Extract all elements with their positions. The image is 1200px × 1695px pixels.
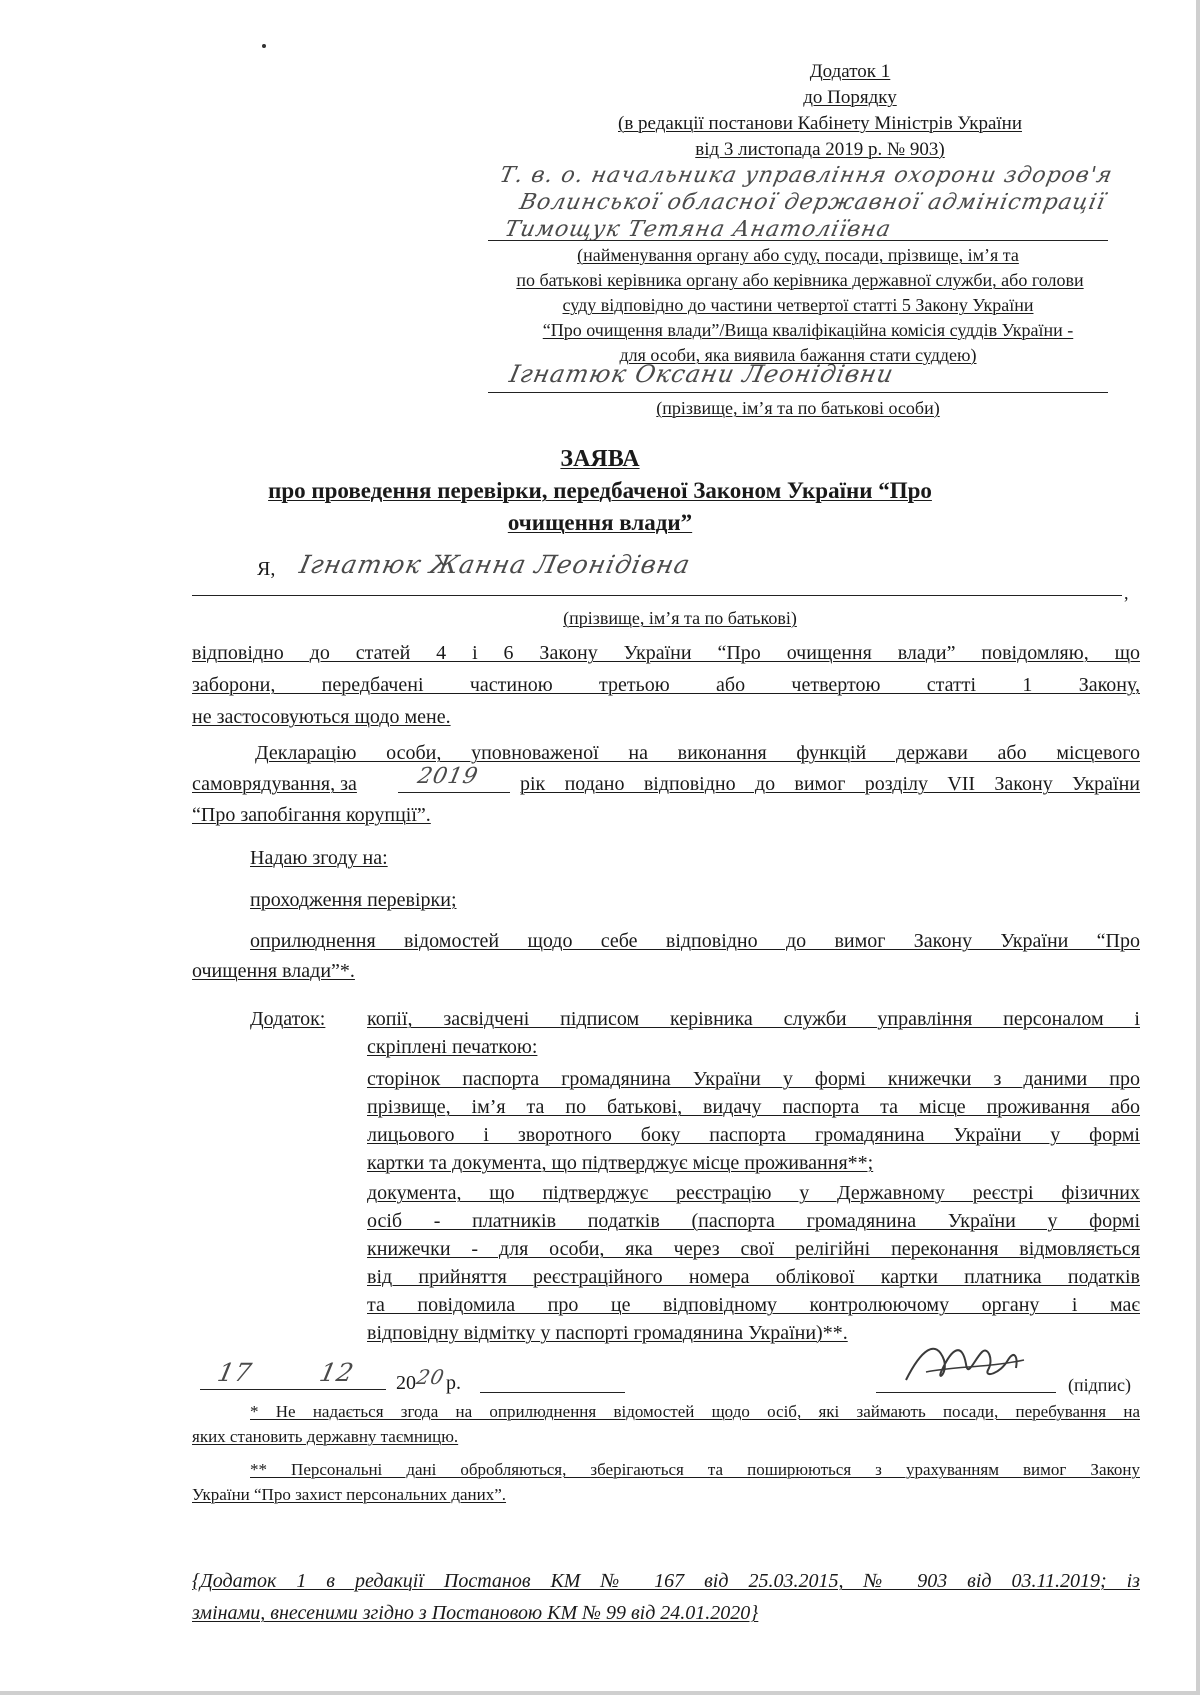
consent-item-2-line-2: очищення влади”*. <box>192 960 355 982</box>
attachment-2-line-3: книжечки - для особи, яка через свої релігійні переконання відмовляється <box>367 1238 1140 1260</box>
statement-line-1: відповідно до статей 4 і 6 Закону України “Про очищення влади” повідомляю, що <box>192 642 1140 664</box>
addressee-caption-1: (найменування органу або суду, посади, прізвище, ім’я та <box>577 245 1019 265</box>
attachment-2-line-2: осіб - платників податків (паспорта громадянина України у формі <box>367 1210 1140 1232</box>
consent-intro: Надаю згоду на: <box>250 847 388 869</box>
appendix-date: від 3 листопада 2019 р. № 903) <box>695 139 945 160</box>
attachments-intro-2: скріплені печаткою: <box>367 1036 538 1058</box>
sender-line <box>488 392 1108 393</box>
addressee-handwritten-line1: Т. в. о. начальника управління охорони здоров'я <box>497 163 1115 188</box>
appendix-edition: (в редакції постанови Кабінету Міністрів України <box>618 113 1022 134</box>
signature-caption: (підпис) <box>1068 1375 1132 1395</box>
addressee-handwritten-line3: Тимощук Тетяна Анатоліївна <box>502 217 894 242</box>
attachment-2-line-1: документа, що підтверджує реєстрацію у Державному реєстрі фізичних <box>367 1182 1140 1204</box>
declaration-line-2-end: рік подано відповідно до вимог розділу VII Закону України <box>520 773 1140 795</box>
attachment-1-line-2: прізвище, ім’я та по батькові, видачу паспорта та місце проживання або <box>367 1096 1140 1118</box>
attachment-2-line-6: відповідну відмітку у паспорті громадянина України)**. <box>367 1322 848 1344</box>
consent-item-1: проходження перевірки; <box>250 889 457 911</box>
date-line <box>200 1389 386 1390</box>
addressee-caption-5: для особи, яка виявила бажання стати суддею) <box>619 345 977 365</box>
statement-line-2: заборони, передбачені частиною третьою або четвертою статті 1 Закону, <box>192 674 1140 696</box>
date-trailing-line <box>480 1392 625 1393</box>
addressee-caption-3: суду відповідно до частини четвертої статті 5 Закону України <box>562 295 1034 315</box>
document-title: ЗАЯВА <box>560 446 640 472</box>
date-day-handwritten: 17 <box>214 1358 255 1387</box>
appendix-order: до Порядку <box>803 87 897 108</box>
declaration-line-3: “Про запобігання корупції”. <box>192 804 431 826</box>
applicant-caption: (прізвище, ім’я та по батькові) <box>563 608 797 628</box>
declaration-line-2-start: самоврядування, за <box>192 773 357 795</box>
document-subtitle-2: очищення влади” <box>507 510 693 535</box>
editorial-note-line-1: {Додаток 1 в редакції Постанов КМ № 167 від 25.03.2015, № 903 від 03.11.2019; із <box>192 1570 1140 1592</box>
date-month-handwritten: 12 <box>316 1358 357 1387</box>
consent-item-2-line-1: оприлюднення відомостей щодо себе відповідно до вимог Закону України “Про <box>250 930 1140 952</box>
addressee-caption-2: по батькові керівника органу або керівника державної служби, або голови <box>516 270 1084 290</box>
declaration-year-handwritten: 2019 <box>415 764 481 789</box>
document-subtitle-1: про проведення перевірки, передбаченої Законом України “Про <box>268 478 932 503</box>
attachments-intro-1: копії, засвідчені підписом керівника служби управління персоналом і <box>367 1008 1140 1030</box>
declaration-line-1: Декларацію особи, уповноваженої на виконання функцій держави або місцевого <box>255 742 1140 764</box>
applicant-line <box>192 595 1122 596</box>
signature-line <box>876 1392 1056 1393</box>
signature-image <box>896 1330 1036 1394</box>
footnote-2-line-1: ** Персональні дані обробляються, зберігаються та поширюються з урахуванням вимог Закону <box>250 1460 1140 1479</box>
addressee-line <box>488 240 1108 241</box>
editorial-note-line-2: змінами, внесеними згідно з Постановою КМ № 99 від 24.01.2020} <box>192 1602 759 1624</box>
footnote-2-line-2: України “Про захист персональних даних”. <box>192 1485 507 1504</box>
sender-caption: (прізвище, ім’я та по батькові особи) <box>656 398 940 418</box>
applicant-prefix: Я, <box>257 558 276 580</box>
appendix-number: Додаток 1 <box>809 61 891 82</box>
date-year-prefix: 20 <box>396 1372 416 1394</box>
addressee-caption-4: “Про очищення влади”/Вища кваліфікаційна комісія суддів України - <box>542 320 1074 340</box>
attachment-1-line-4: картки та документа, що підтверджує місце проживання**; <box>367 1152 874 1174</box>
attachment-1-line-1: сторінок паспорта громадянина України у формі книжечки з даними про <box>367 1068 1140 1090</box>
date-year-handwritten: 20 <box>414 1365 448 1389</box>
statement-line-3: не застосовуються щодо мене. <box>192 706 451 728</box>
sender-handwritten-name: Ігнатюк Оксани Леонідівни <box>507 360 897 388</box>
addressee-handwritten-line2: Волинської обласної державної адміністрації <box>517 190 1108 215</box>
attachments-label: Додаток: <box>250 1008 326 1030</box>
footnote-1-line-1: * Не надається згода на оприлюднення відомостей щодо осіб, які займають посади, перебування на <box>250 1402 1140 1421</box>
attachment-2-line-5: та повідомила про це відповідному контролюючому органу і має <box>367 1294 1140 1316</box>
date-year-suffix: р. <box>446 1372 461 1394</box>
attachment-1-line-3: лицьового і зворотного боку паспорта громадянина України у формі <box>367 1124 1140 1146</box>
applicant-comma: , <box>1124 583 1129 603</box>
scan-speck <box>262 44 266 48</box>
footnote-1-line-2: яких становить державну таємницю. <box>192 1427 459 1446</box>
attachment-2-line-4: від прийняття реєстраційного номера облікової картки платника податків <box>367 1266 1140 1288</box>
declaration-year-line <box>398 792 510 793</box>
applicant-handwritten-name: Ігнатюк Жанна Леонідівна <box>296 550 694 579</box>
